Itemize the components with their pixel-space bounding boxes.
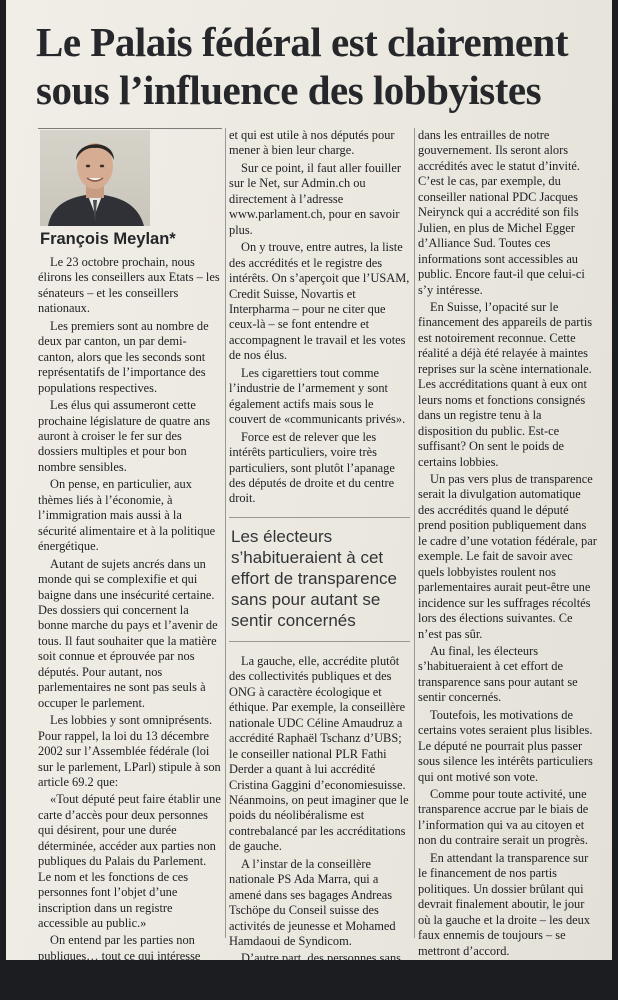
paragraph: On y trouve, entre autres, la liste des accrédités et le registre des intérêts. On s’aperçoit que l’USAM, Credit Suisse, Novartis et Interpharma – pour ne citer que ceux-là – se font entendre et accompagnent le travail et les votes de nos élus. xyxy=(229,240,410,363)
paragraph: A l’instar de la conseillère nationale PS Ada Marra, qui a amené dans ses bagages Andreas Tschöpe du Conseil suisse des activités de jeunesse et Mohamed Hamdaoui de Syndicom. xyxy=(229,856,396,949)
paragraph: Les premiers sont au nombre de deux par canton, un par demi-canton, alors que les seconds sont représentatifs de l’importance des populations respectives. xyxy=(38,318,209,395)
paragraph: Les élus qui assumeront cette prochaine législature de quatre ans auront à croiser le fer sur des dossiers multiples et pour bon nombre sensibles. xyxy=(38,398,211,474)
column-divider-1 xyxy=(225,128,226,938)
headline-line-2: sous l’influence des lobbyistes xyxy=(36,67,542,113)
paragraph: Comme pour toute activité, une transparence accrue par le biais de l’information qui va au citoyen et non du contraire serait un progrès. xyxy=(418,787,589,848)
paragraph: Autant de sujets ancrés dans un monde qui se complexifie et qui baigne dans une insécurité certaine. Des dossiers qui concernent la bonne marche du pays et l’avenir de tous. Il faut souhaiter que la matière soit connue et éprouvée par nos députés. Pour autant, nos parlementaires ne sont pas seuls à occuper le parlement. xyxy=(38,556,218,710)
law-quote-paragraph: «Tout député peut faire établir une carte d’accès pour deux personnes qui désirent, pour une durée déterminée, accéder aux parties non publiques du Palais du Parlement. Le nom et les fonctions de ces personnes font l’objet d’une inscription dans un registre accessible au public.» xyxy=(38,792,221,931)
newspaper-page xyxy=(6,0,612,997)
author-portrait-image xyxy=(40,130,150,226)
column-divider-2 xyxy=(414,128,415,938)
paragraph: Toutefois, les motivations de certains votes seraient plus lisibles. Le député ne pourrait plus passer sous silence les intérêts particuliers qui ont motivé son vote. xyxy=(418,707,593,784)
paragraph: Le 23 octobre prochain, nous élirons les conseillers aux Etats – les sénateurs – et les conseillers nationaux. xyxy=(38,255,220,316)
author-footnote: * Directeur, Meylan Finance xyxy=(418,974,550,987)
column-1 xyxy=(38,128,222,966)
paragraph: Les cigarettiers tout comme l’industrie de l’armement y sont également actifs mais sous le couvert de «communicants privés». xyxy=(229,365,406,427)
paragraph: D’autre part, des personnes sans fonction particulière peuvent également aller et venir xyxy=(229,951,401,997)
author-photo xyxy=(40,130,150,226)
paragraph: Sur ce point, il faut aller fouiller sur le Net, sur Admin.ch ou directement à l’adresse www.parlament.ch, pour en savoir plus. xyxy=(229,160,401,237)
paragraph: et qui est utile à nos députés pour mener à bien leur charge. xyxy=(229,128,395,158)
pull-quote: Les électeurs s’habitueraient à cet effort de transparence sans pour autant se sentir concernés xyxy=(229,517,410,642)
paragraph: La gauche, elle, accrédite plutôt des collectivités publiques et des ONG à caractère écologique et éthique. Par exemple, la conseillère nationale UDC Céline Amaudruz a accrédité Raphaël Tschanz d’UBS; le conseiller national PLR Fathi Derder a quant à lui accrédité Cristina Gaggini d’economiesuisse. Néanmoins, on peut imaginer que le poids du néolibéralisme est contrebalancé par les accréditations de gauche. xyxy=(229,653,409,854)
column-2 xyxy=(229,128,410,1000)
column-3 xyxy=(418,128,598,990)
paragraph: Force est de relever que les intérêts particuliers, voire très particuliers, sont plutôt l’apanage des députés de droite et du centre droit. xyxy=(229,429,395,506)
paragraph: dans les entrailles de notre gouvernement. Ils seront alors accrédités avec le statut d’invité. C’est le cas, par exemple, du conseiller national PDC Jacques Neirynck qui a accrédité son fils Julien, en plus de Michel Egger d’Alliance Sud. Toutes ces informations sont accessibles au public. Encore faut-il que celui-ci s’y intéresse. xyxy=(418,128,585,297)
paragraph: Au final, les électeurs s’habitueraient à cet effort de transparence sans pour autant se sentir concernés. xyxy=(418,643,578,705)
author-name: François Meylan* xyxy=(40,230,176,248)
paragraph: En Suisse, l’opacité sur le financement des appareils de partis est notoirement reconnue. Cette réalité a déjà été relayée à maintes reprises sur la scène internationale. Les accréditations quant à eux ont leurs noms et fonctions consignés dans un registre tenu à la disposition du public. Est-ce suffisant? On sent le poids de certains lobbies. xyxy=(418,299,593,469)
paragraph: En attendant la transparence sur le financement de nos partis politiques. Un dossier brûlant qui devrait finalement aboutir, le jour où la gauche et la droite – les deux faux ennemis de toujours – se mettront d’accord. xyxy=(418,850,591,958)
paragraph: On pense, en particulier, aux thèmes liés à l’économie, à l’immigration mais aussi à la sécurité alimentaire et à la politique énergétique. xyxy=(38,477,216,554)
paragraph: On entend par les parties non publiques… tout ce qui intéresse xyxy=(38,933,201,963)
paragraph: Un pas vers plus de transparence serait la divulgation automatique des accrédités quand le député prend position publiquement dans le cadre d’une votation fédérale, par exemple. Le fait de savoir avec quels lobbyistes roulent nos parlementaires aurait peut-être une incidence sur les suffrages récoltés lors des élections suivantes. Ce n’est pas sûr. xyxy=(418,471,597,641)
headline-line-1: Le Palais fédéral est clairement xyxy=(36,19,569,65)
paragraph: Les lobbies y sont omniprésents. Pour rappel, la loi du 13 décembre 2002 sur l’Assemblée fédérale (loi sur le parlement, LParl) stipule à son article 69.2 que: xyxy=(38,713,221,789)
headline xyxy=(36,18,606,114)
